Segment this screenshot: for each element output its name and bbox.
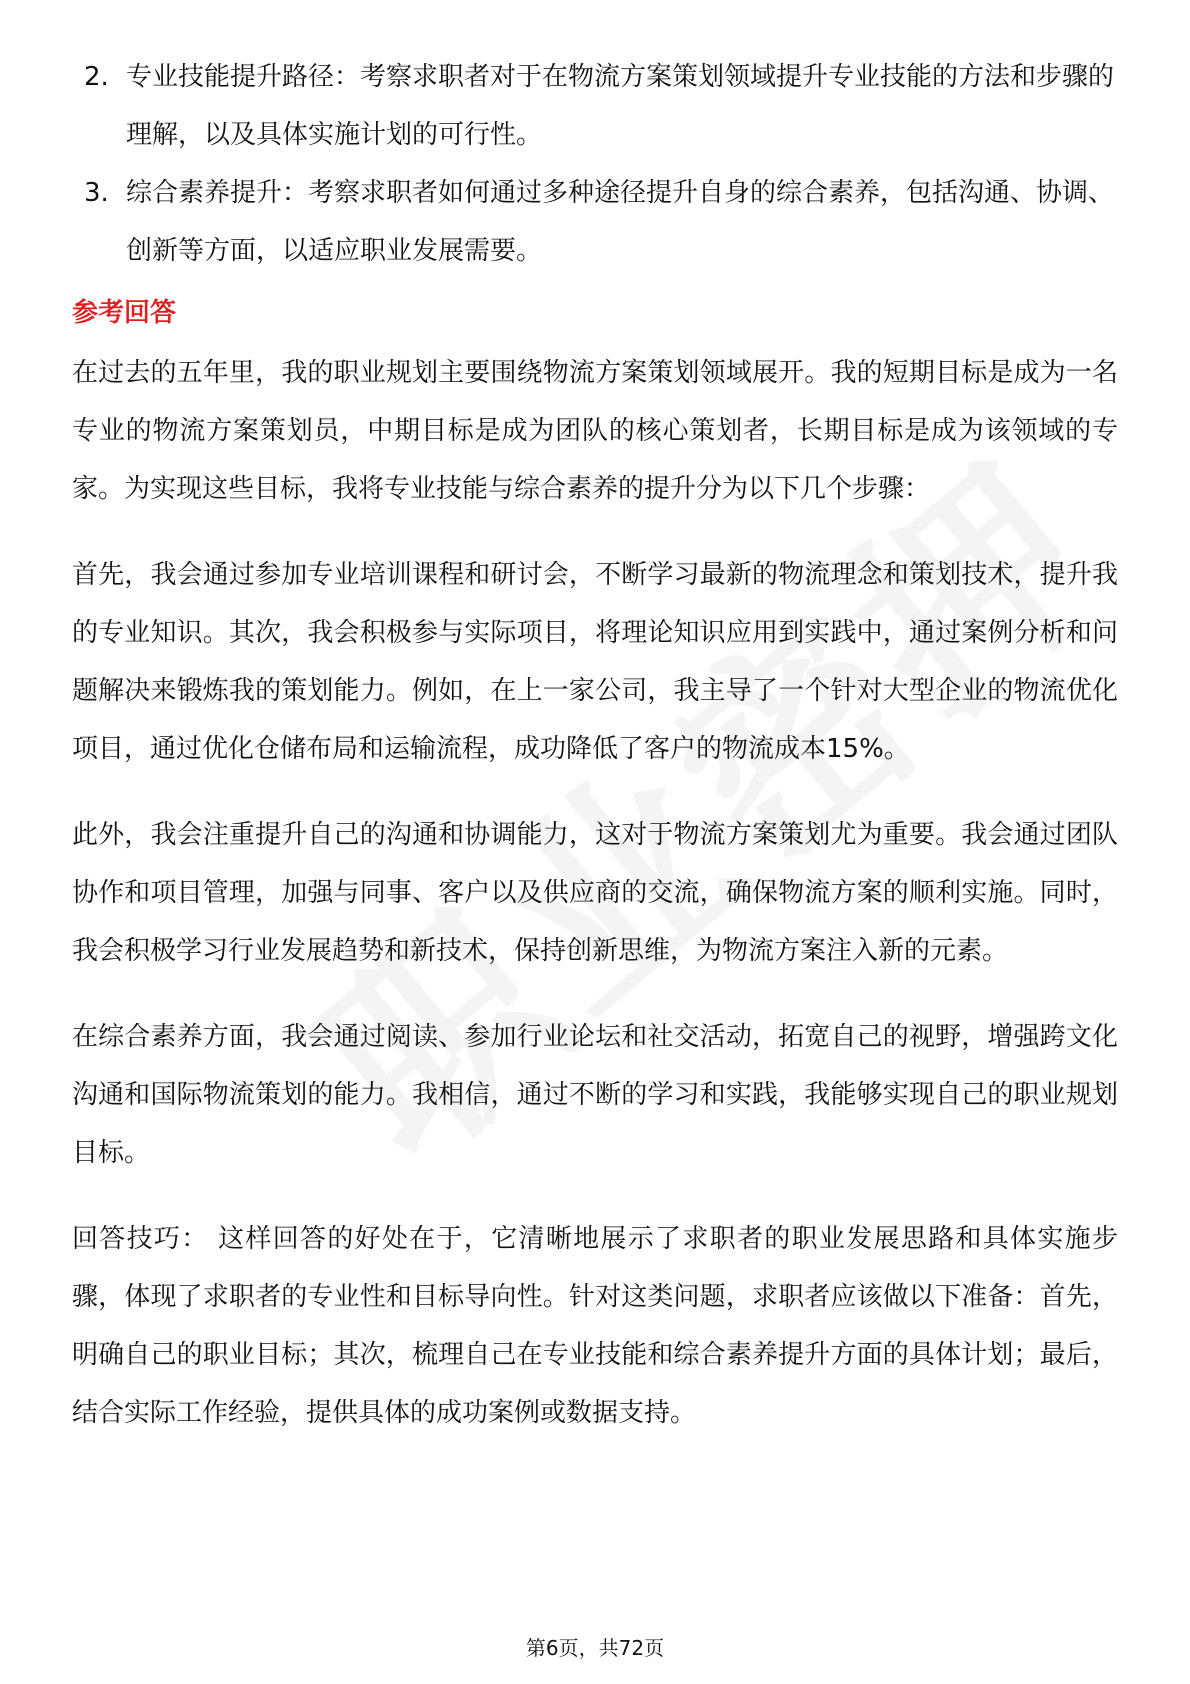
numbered-list xyxy=(72,48,1118,280)
list-item-text: 综合素养提升：考察求职者如何通过多种途径提升自身的综合素养，包括沟通、协调、创新等方面，以适应职业发展需要。 xyxy=(126,178,1115,266)
list-item-text: 专业技能提升路径：考察求职者对于在物流方案策划领域提升专业技能的方法和步骤的理解，以及具体实施计划的可行性。 xyxy=(126,62,1115,150)
paragraph: 在综合素养方面，我会通过阅读、参加行业论坛和社交活动，拓宽自己的视野，增强跨文化沟通和国际物流策划的能力。我相信，通过不断的学习和实践，我能够实现自己的职业规划目标。 xyxy=(72,1022,1118,1168)
section-heading: 参考回答 xyxy=(72,298,177,328)
paragraph: 此外，我会注重提升自己的沟通和协调能力，这对于物流方案策划尤为重要。我会通过团队协作和项目管理，加强与同事、客户以及供应商的交流，确保物流方案的顺利实施。同时，我会积极学习行业发展趋势和新技术，保持创新思维，为物流方案注入新的元素。 xyxy=(72,820,1118,966)
list-item-number: 3. xyxy=(84,178,109,208)
page-footer: 第6页，共72页 xyxy=(525,1636,665,1660)
page-content xyxy=(72,48,1118,1470)
paragraph: 首先，我会通过参加专业培训课程和研讨会，不断学习最新的物流理念和策划技术，提升我的专业知识。其次，我会积极参与实际项目，将理论知识应用到实践中，通过案例分析和问题解决来锻炼我的策划能力。例如，在上一家公司，我主导了一个针对大型企业的物流优化项目，通过优化仓储布局和运输流程，成功降低了客户的物流成本15%。 xyxy=(72,560,1118,764)
list-item xyxy=(72,48,1118,164)
list-item-number: 2. xyxy=(84,62,109,92)
paragraph: 在过去的五年里，我的职业规划主要围绕物流方案策划领域展开。我的短期目标是成为一名专业的物流方案策划员，中期目标是成为团队的核心策划者，长期目标是成为该领域的专家。为实现这些目标，我将专业技能与综合素养的提升分为以下几个步骤： xyxy=(72,358,1118,504)
list-item xyxy=(72,164,1118,280)
paragraph-tips: 回答技巧： 这样回答的好处在于，它清晰地展示了求职者的职业发展思路和具体实施步骤，体现了求职者的专业性和目标导向性。针对这类问题，求职者应该做以下准备：首先，明确自己的职业目标；其次，梳理自己在专业技能和综合素养提升方面的具体计划；最后，结合实际工作经验，提供具体的成功案例或数据支持。 xyxy=(72,1224,1118,1428)
